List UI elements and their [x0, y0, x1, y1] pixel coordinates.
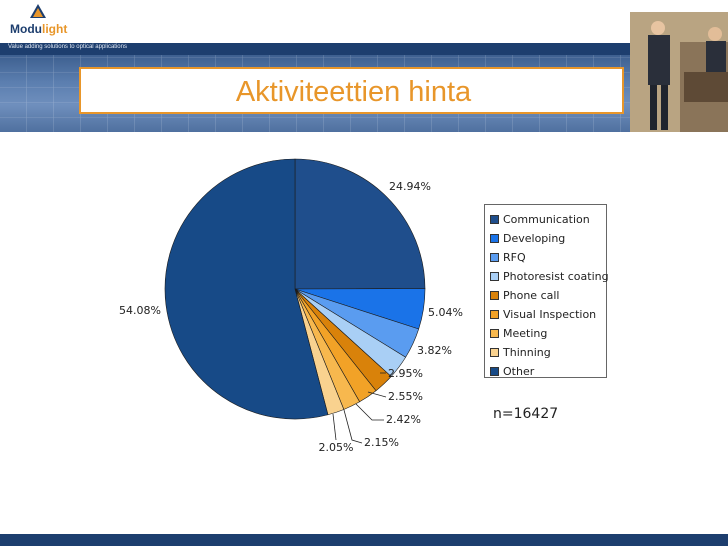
logo-icon [30, 4, 46, 22]
chart-legend [484, 204, 607, 378]
legend-label: Phone call [503, 289, 560, 302]
data-label-meeting: 2.15% [364, 436, 399, 449]
legend-swatch [490, 291, 499, 300]
legend-swatch [490, 310, 499, 319]
legend-swatch [490, 329, 499, 338]
legend-label: RFQ [503, 251, 526, 264]
leader-line-visual-inspection [356, 404, 384, 420]
legend-label: Visual Inspection [503, 308, 597, 321]
people-illustration [630, 12, 728, 132]
legend-item-visual-inspection [490, 305, 596, 324]
logo-text-part2: light [42, 22, 68, 36]
title-box [79, 67, 624, 114]
pie-slice-communication [295, 159, 425, 289]
legend-item-communication [490, 210, 590, 229]
legend-swatch [490, 253, 499, 262]
data-label-communication: 24.94% [389, 180, 431, 193]
legend-label: Photoresist coating [503, 270, 609, 283]
legend-item-meeting [490, 324, 547, 343]
legend-label: Communication [503, 213, 590, 226]
company-logo [10, 22, 67, 36]
business-people-photo [630, 12, 728, 132]
legend-swatch [490, 272, 499, 281]
legend-label: Meeting [503, 327, 548, 340]
legend-item-phone-call [490, 286, 559, 305]
leader-line-thinning [333, 414, 336, 440]
legend-item-other [490, 362, 534, 381]
legend-label: Developing [503, 232, 566, 245]
data-label-other: 54.08% [119, 304, 161, 317]
data-label-thinning: 2.05% [318, 441, 354, 454]
legend-swatch [490, 215, 499, 224]
company-tagline: Value adding solutions to optical applications [8, 44, 127, 50]
sample-size-note: n=16427 [493, 406, 559, 422]
legend-item-developing [490, 229, 565, 248]
legend-label: Thinning [503, 346, 551, 359]
legend-swatch [490, 367, 499, 376]
legend-item-rfq [490, 248, 526, 267]
legend-item-photoresist-coating [490, 267, 609, 286]
data-label-photoresist-coating: 2.95% [388, 367, 423, 380]
footer-bar [0, 534, 728, 546]
leader-line-meeting [344, 410, 362, 443]
legend-item-thinning [490, 343, 551, 362]
pie-chart [0, 132, 728, 532]
legend-label: Other [503, 365, 535, 378]
logo-text-part1: Modu [10, 22, 42, 36]
data-label-developing: 5.04% [428, 306, 463, 319]
legend-swatch [490, 234, 499, 243]
legend-swatch [490, 348, 499, 357]
slide-title: Aktiviteettien hinta [235, 76, 472, 108]
data-label-phone-call: 2.55% [388, 390, 423, 403]
data-label-rfq: 3.82% [417, 344, 452, 357]
data-label-visual-inspection: 2.42% [386, 413, 421, 426]
